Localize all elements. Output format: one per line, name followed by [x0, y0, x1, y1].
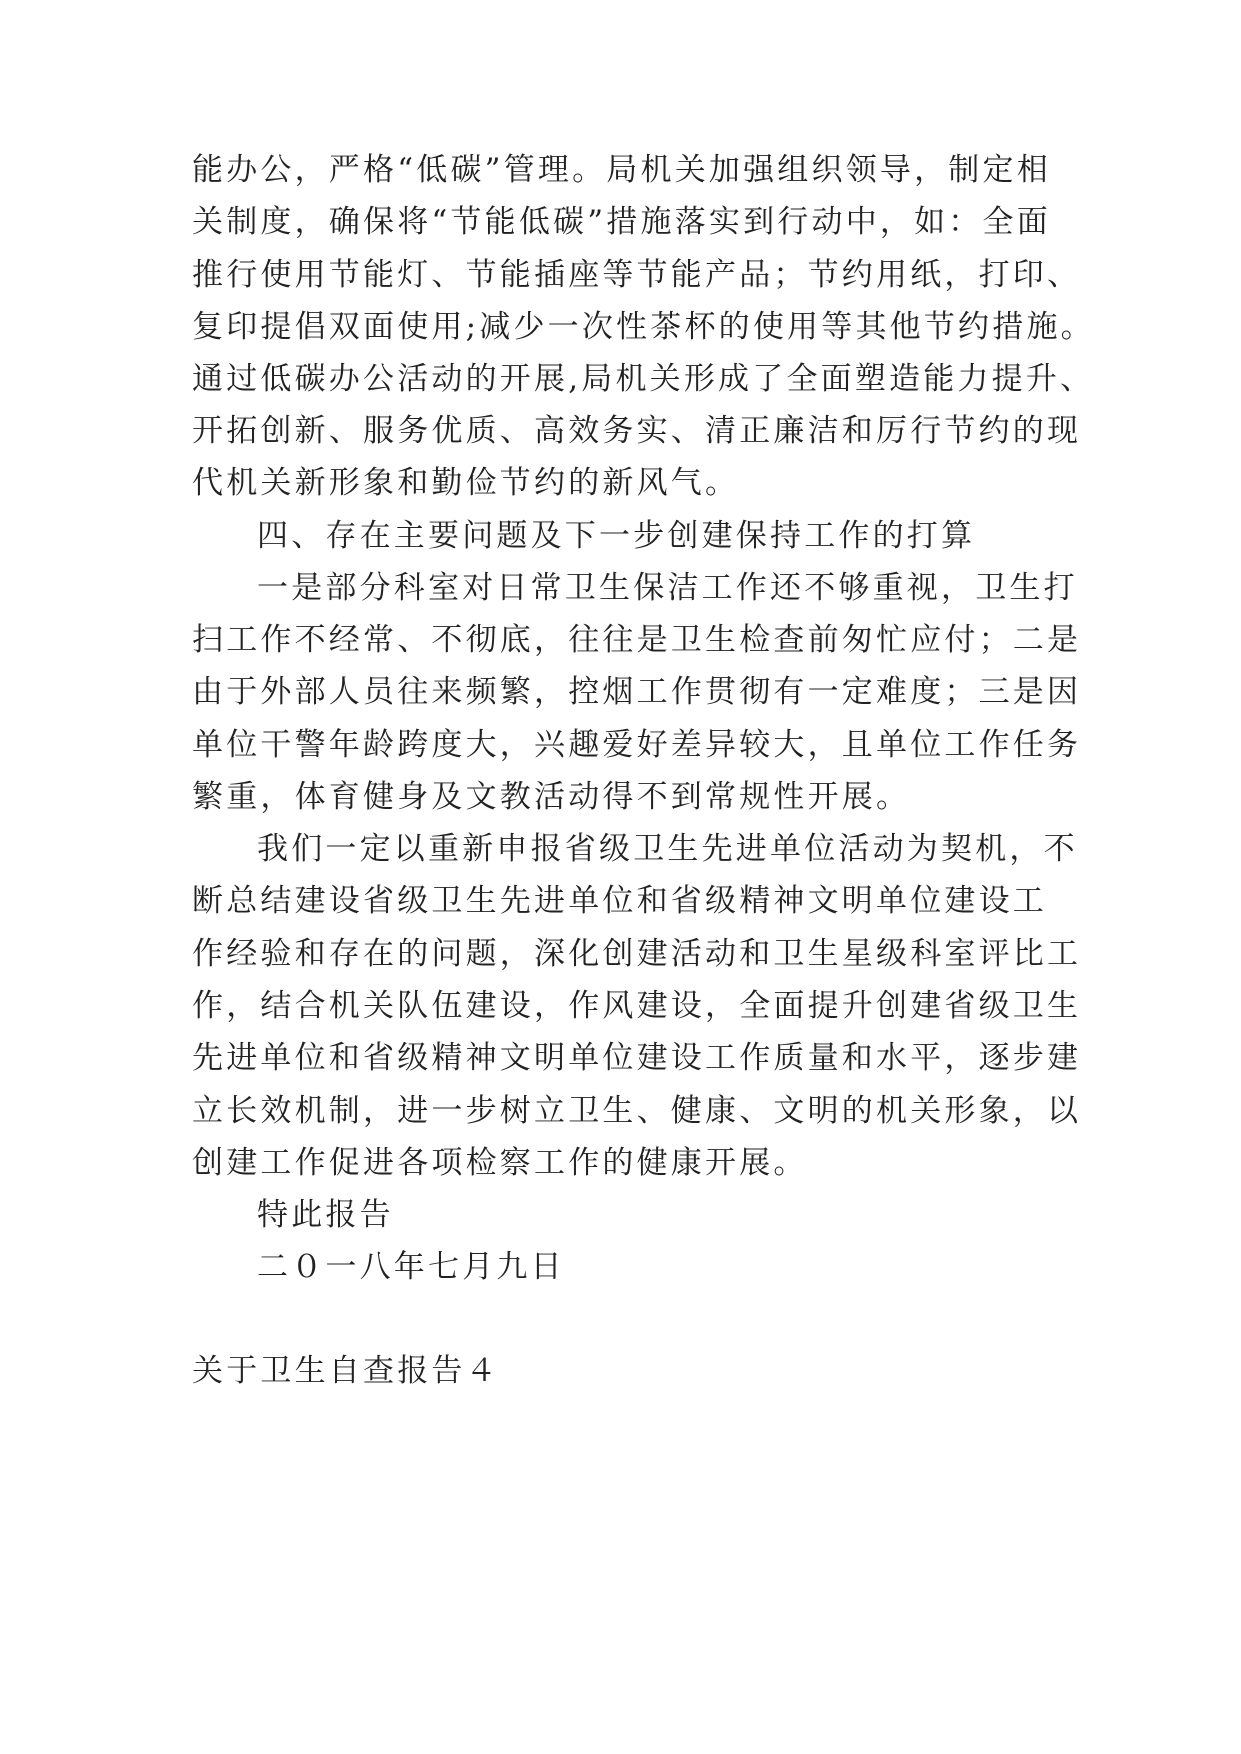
text-line: 繁重，体育健身及文教活动得不到常规性开展。 [192, 779, 911, 815]
text-line: 关制度，确保将“节能低碳”措施落实到行动中，如：全面 [192, 204, 1051, 240]
text-line: 由于外部人员往来频繁，控烟工作贯彻有一定难度；三是因 [192, 674, 1082, 710]
text-line: 一是部分科室对日常卫生保洁工作还不够重视，卫生打 [257, 570, 1078, 606]
next-section-title: 关于卫生自查报告４ [192, 1353, 500, 1389]
text-line: 复印提倡双面使用;减少一次性茶杯的使用等其他节约措施。 [192, 309, 1095, 345]
text-line: 创建工作促进各项检察工作的健康开展。 [192, 1145, 808, 1181]
text-line: 作，结合机关队伍建设，作风建设，全面提升创建省级卫生 [192, 988, 1082, 1024]
text-line: 立长效机制，进一步树立卫生、健康、文明的机关形象，以 [192, 1093, 1082, 1129]
text-line: 代机关新形象和勤俭节约的新风气。 [192, 465, 740, 501]
text-line: 作经验和存在的问题，深化创建活动和卫生星级科室评比工 [192, 936, 1082, 972]
text-line: 先进单位和省级精神文明单位建设工作质量和水平，逐步建 [192, 1040, 1082, 1076]
text-line: 扫工作不经常、不彻底，往往是卫生检查前匆忙应付；二是 [192, 622, 1082, 658]
text-line: 单位干警年龄跨度大，兴趣爱好差异较大，且单位工作任务 [192, 727, 1082, 763]
text-line: 推行使用节能灯、节能插座等节能产品；节约用纸，打印、 [192, 257, 1082, 293]
text-line: 断总结建设省级卫生先进单位和省级精神文明单位建设工 [192, 883, 1047, 919]
closing-text: 特此报告 [257, 1197, 394, 1233]
text-line: 开拓创新、服务优质、高效务实、清正廉洁和厉行节约的现 [192, 413, 1082, 449]
text-line: 我们一定以重新申报省级卫生先进单位活动为契机，不 [257, 831, 1078, 867]
text-line: 能办公，严格“低碳”管理。局机关加强组织领导，制定相 [192, 152, 1051, 188]
text-line: 通过低碳办公活动的开展,局机关形成了全面塑造能力提升、 [192, 361, 1095, 397]
section-heading: 四、存在主要问题及下一步创建保持工作的打算 [257, 518, 976, 554]
date-line: 二０一八年七月九日 [257, 1249, 565, 1285]
